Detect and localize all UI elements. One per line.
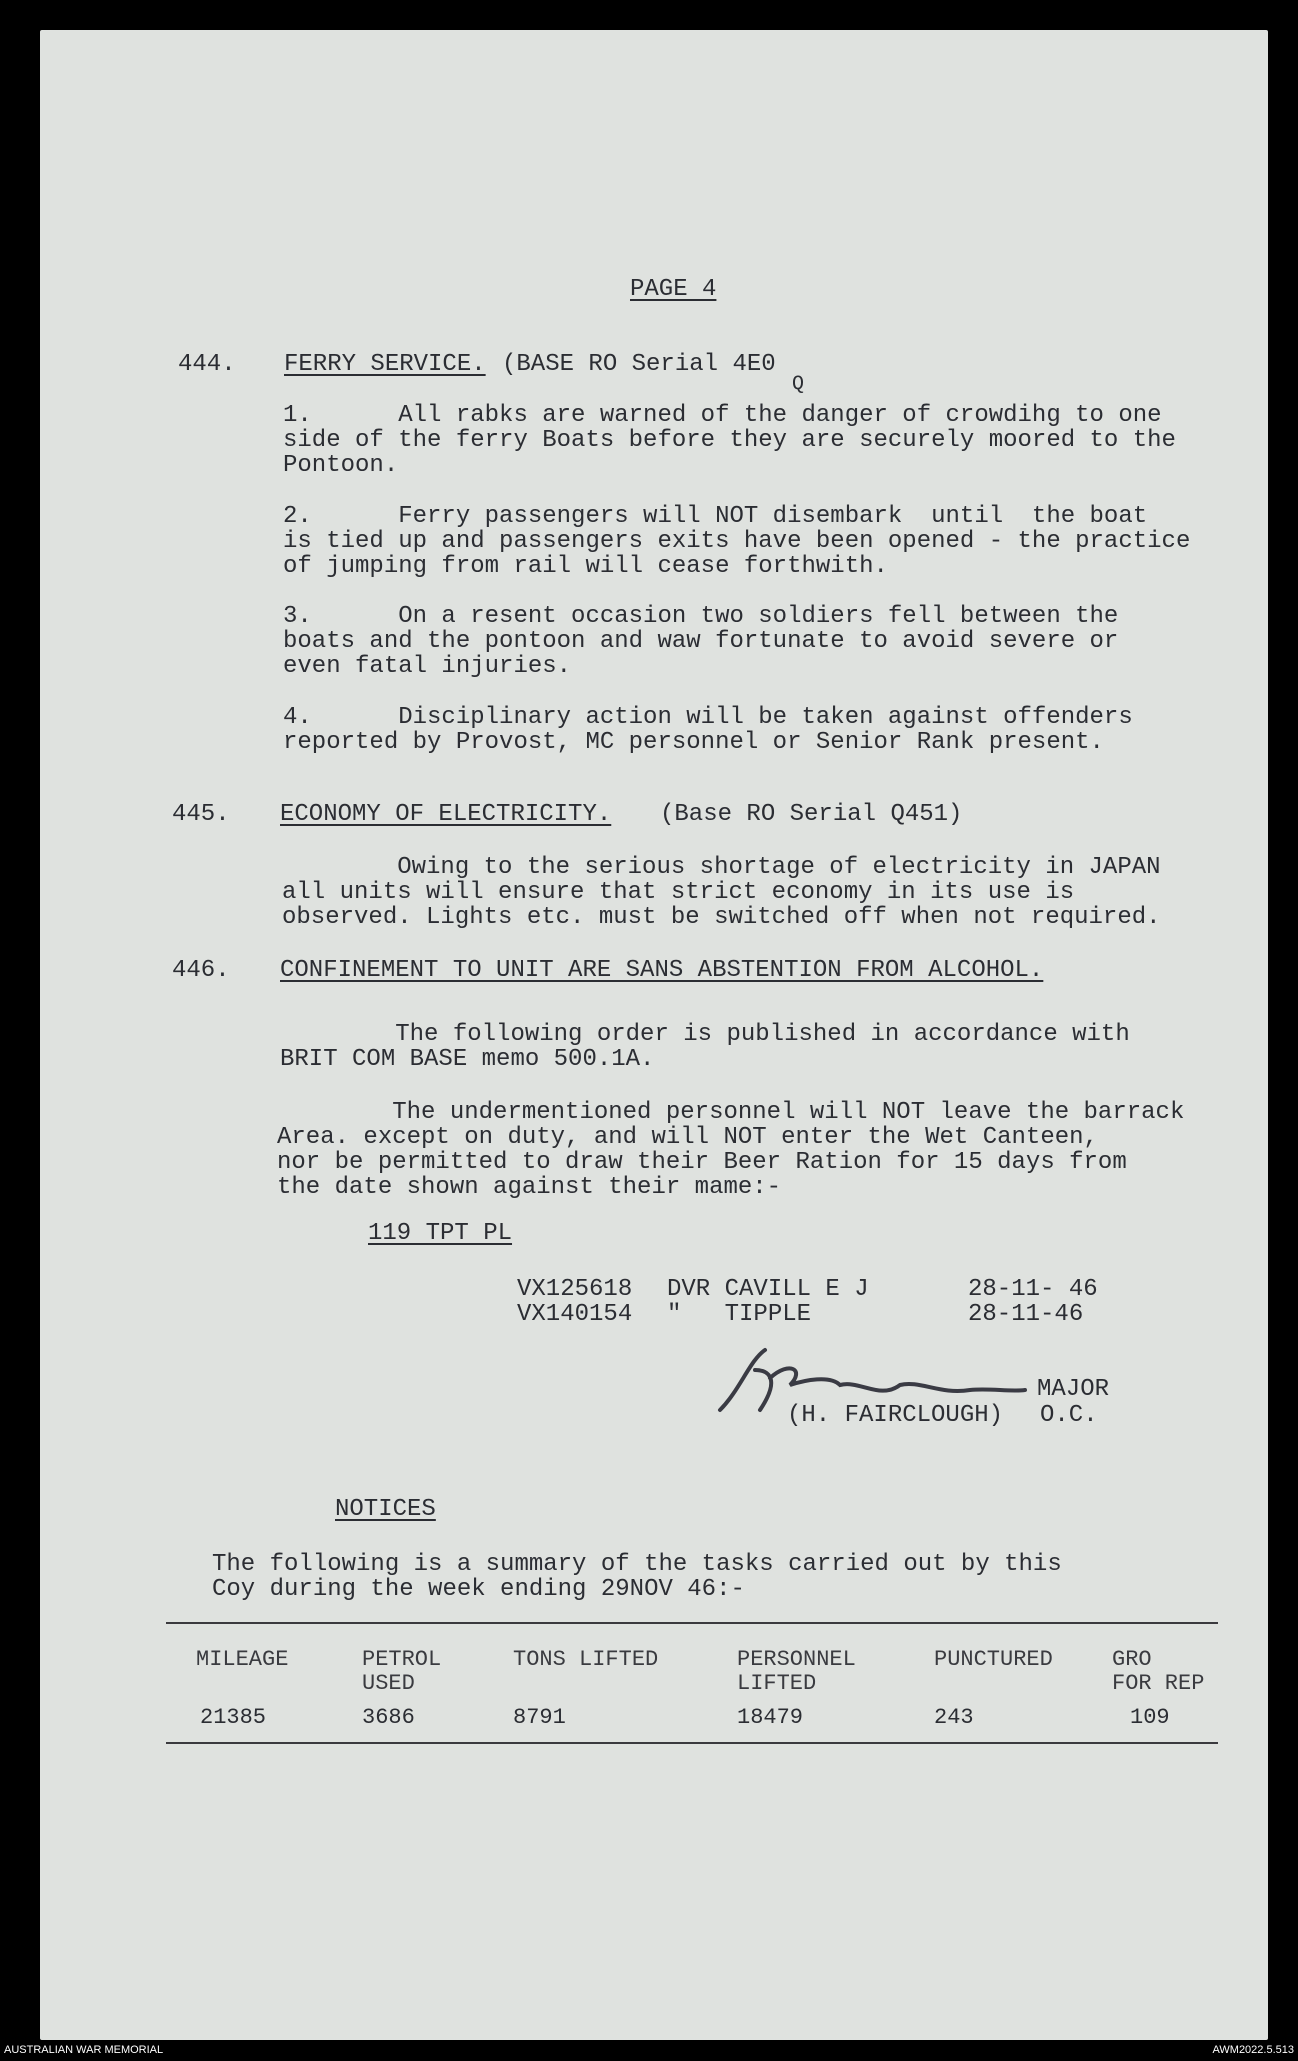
section-444-paragraph-1: 1. All rabks are warned of the danger of crowdihg to one side of the ferry Boats before they are securely moored to the Pontoon. [283,402,1176,479]
cell-tons-lifted: 8791 [513,1705,566,1730]
column-header-punctured: PUNCTURED [934,1647,1053,1672]
personnel-rank-name: DVR CAVILL E J [667,1276,869,1303]
signatory-name: (H. FAIRCLOUGH) [787,1402,1004,1429]
section-446-heading: CONFINEMENT TO UNIT ARE SANS ABSTENTION FROM ALCOHOL. [280,957,1044,984]
section-445-heading: ECONOMY OF ELECTRICITY. [280,801,612,828]
table-bottom-rule [166,1742,1218,1744]
cell-personnel-lifted: 18479 [737,1705,804,1730]
personnel-rank-name: " TIPPLE [667,1301,812,1328]
cell-punctured: 243 [934,1705,974,1730]
section-444-paragraph-2: 2. Ferry passengers will NOT disembark until the boat is tied up and passengers exits have been opened - the practice of jumping from rail will cease forthwith. [283,503,1191,580]
section-444-paragraph-4: 4. Disciplinary action will be taken against offenders reported by Provost, MC personnel or Senior Rank present. [283,704,1133,756]
table-top-rule [166,1622,1218,1624]
section-446-number: 446. [172,957,230,984]
section-446-paragraph-1: The following order is published in accordance with BRIT COM BASE memo 500.1A. [280,1021,1130,1073]
footer-reference: AWM2022.5.513 [1212,2044,1294,2056]
personnel-number: VX140154 [517,1301,633,1328]
column-header-gro-for-rep: GRO FOR REP [1112,1647,1205,1696]
column-header-tons-lifted: TONS LIFTED [513,1647,659,1672]
section-445-reference: (Base RO Serial Q451) [660,801,963,828]
column-header-personnel-lifted: PERSONNEL LIFTED [737,1647,856,1696]
section-444-reference: (BASE RO Serial 4E0 [502,351,776,378]
section-444-reference-mark: Q [792,373,805,396]
cell-mileage: 21385 [200,1705,267,1730]
page-title: PAGE 4 [630,276,717,303]
section-444-paragraph-3: 3. On a resent occasion two soldiers fell between the boats and the pontoon and waw fortunate to avoid severe or even fatal injuries. [283,603,1119,680]
footer-bar [0,2040,1298,2061]
notices-text: The following is a summary of the tasks carried out by this Coy during the week ending 29NOV 46:- [212,1551,1062,1603]
signatory-title: O.C. [1040,1402,1098,1429]
section-446-paragraph-2: The undermentioned personnel will NOT leave the barrack Area. except on duty, and will NOT enter the Wet Canteen, nor be permitted to draw their Beer Ration for 15 days from the date shown against their mame:- [277,1099,1185,1201]
personnel-number: VX125618 [517,1276,633,1303]
footer-credit: AUSTRALIAN WAR MEMORIAL [4,2044,164,2056]
notices-heading: NOTICES [335,1496,436,1523]
section-445-number: 445. [172,801,230,828]
section-444-heading: FERRY SERVICE. [284,351,486,378]
cell-gro-for-rep: 109 [1130,1705,1170,1730]
cell-petrol-used: 3686 [362,1705,415,1730]
section-444-number: 444. [178,351,236,378]
signatory-rank: MAJOR [1037,1376,1110,1403]
unit-heading: 119 TPT PL [368,1220,513,1247]
section-445-paragraph: Owing to the serious shortage of electricity in JAPAN all units will ensure that strict economy in its use is observed. Lights etc. must be switched off when not required. [282,854,1161,931]
column-header-petrol-used: PETROL USED [362,1647,442,1696]
personnel-date: 28-11- 46 [968,1276,1098,1303]
personnel-date: 28-11-46 [968,1301,1084,1328]
column-header-mileage: MILEAGE [196,1647,289,1672]
